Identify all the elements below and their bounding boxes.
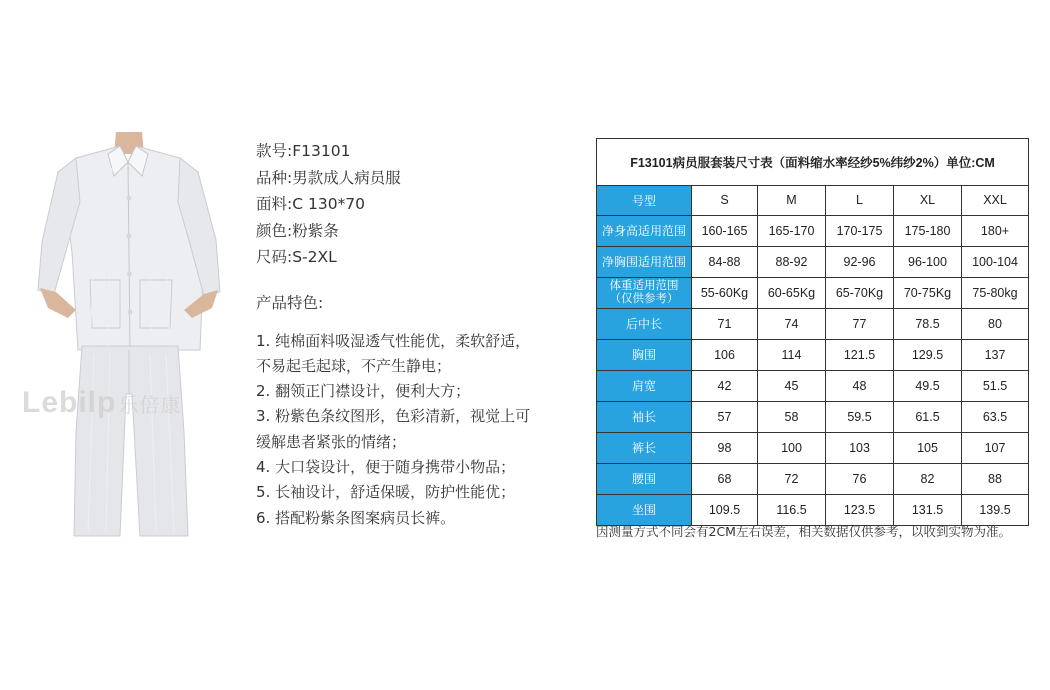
- row-label: 净身高适用范围: [597, 215, 692, 246]
- table-cell: 129.5: [894, 339, 962, 370]
- table-cell: 160-165: [692, 215, 758, 246]
- table-cell: 137: [962, 339, 1029, 370]
- table-cell: 60-65Kg: [758, 277, 826, 308]
- spec-variety: 品种:男款成人病员服: [256, 168, 401, 187]
- table-cell: 82: [894, 463, 962, 494]
- table-cell: 72: [758, 463, 826, 494]
- table-cell: 76: [826, 463, 894, 494]
- table-cell: 114: [758, 339, 826, 370]
- watermark-cn: 乐倍康: [118, 395, 182, 417]
- size-header: XXL: [962, 186, 1029, 216]
- table-cell: 59.5: [826, 401, 894, 432]
- table-cell: 139.5: [962, 494, 1029, 525]
- product-info: [256, 138, 566, 531]
- feature-line: 4. 大口袋设计，便于随身携带小物品；: [256, 457, 516, 476]
- watermark-latin: Lebilp: [22, 386, 117, 419]
- table-cell: 98: [692, 432, 758, 463]
- table-cell: 57: [692, 401, 758, 432]
- table-cell: 165-170: [758, 215, 826, 246]
- row-label: 后中长: [597, 308, 692, 339]
- row-label: 坐围: [597, 494, 692, 525]
- table-cell: 100-104: [962, 246, 1029, 277]
- features-title: 产品特色:: [256, 293, 324, 312]
- table-cell: 180+: [962, 215, 1029, 246]
- spec-fabric: 面料:C 130*70: [256, 195, 366, 213]
- table-cell: 175-180: [894, 215, 962, 246]
- brand-watermark: [22, 386, 242, 426]
- table-cell: 80: [962, 308, 1029, 339]
- spec-color: 颜色:粉紫条: [256, 221, 339, 240]
- product-photo: [28, 132, 228, 542]
- row-label: 腰围: [597, 463, 692, 494]
- table-cell: 103: [826, 432, 894, 463]
- feature-line: 不易起毛起球，不产生静电；: [256, 356, 452, 375]
- table-cell: 88-92: [758, 246, 826, 277]
- table-cell: 51.5: [962, 370, 1029, 401]
- table-cell: 105: [894, 432, 962, 463]
- table-cell: 70-75Kg: [894, 277, 962, 308]
- measurement-note: 因测量方式不同会有2CM左右误差，相关数据仅供参考，以收到实物为准。: [596, 524, 1011, 539]
- row-label-line: 体重适用范围: [609, 279, 679, 292]
- table-cell: 106: [692, 339, 758, 370]
- size-header: L: [826, 186, 894, 216]
- table-cell: 96-100: [894, 246, 962, 277]
- table-cell: 131.5: [894, 494, 962, 525]
- row-label: 肩宽: [597, 370, 692, 401]
- table-cell: 88: [962, 463, 1029, 494]
- table-cell: 48: [826, 370, 894, 401]
- table-cell: 84-88: [692, 246, 758, 277]
- table-cell: 116.5: [758, 494, 826, 525]
- table-cell: 65-70Kg: [826, 277, 894, 308]
- feature-line: 5. 长袖设计，舒适保暖，防护性能优；: [256, 483, 516, 502]
- feature-line: 2. 翻领正门襟设计，便利大方；: [256, 382, 471, 401]
- table-cell: 68: [692, 463, 758, 494]
- table-cell: 121.5: [826, 339, 894, 370]
- header-label: 号型: [597, 186, 692, 216]
- row-label-line: （仅供参考）: [609, 292, 679, 305]
- row-label: [597, 277, 692, 308]
- table-cell: 100: [758, 432, 826, 463]
- size-chart-table: [596, 138, 1029, 526]
- table-cell: 123.5: [826, 494, 894, 525]
- table-cell: 55-60Kg: [692, 277, 758, 308]
- feature-line: 1. 纯棉面料吸湿透气性能优，柔软舒适，: [256, 331, 531, 350]
- table-cell: 45: [758, 370, 826, 401]
- size-header: S: [692, 186, 758, 216]
- feature-line: 3. 粉紫色条纹图形，色彩清新，视觉上可: [256, 407, 531, 426]
- feature-line: 缓解患者紧张的情绪；: [256, 432, 407, 451]
- table-cell: 77: [826, 308, 894, 339]
- table-cell: 63.5: [962, 401, 1029, 432]
- table-cell: 42: [692, 370, 758, 401]
- table-cell: 109.5: [692, 494, 758, 525]
- table-cell: 61.5: [894, 401, 962, 432]
- spec-size: 尺码:S-2XL: [256, 248, 337, 266]
- table-cell: 58: [758, 401, 826, 432]
- row-label: 袖长: [597, 401, 692, 432]
- table-cell: 74: [758, 308, 826, 339]
- table-title: F13101病员服套装尺寸表（面料缩水率经纱5%纬纱2%）单位:CM: [597, 139, 1029, 186]
- table-cell: 75-80kg: [962, 277, 1029, 308]
- size-header: XL: [894, 186, 962, 216]
- feature-line: 6. 搭配粉紫条图案病员长裤。: [256, 508, 456, 527]
- table-cell: 71: [692, 308, 758, 339]
- table-cell: 107: [962, 432, 1029, 463]
- table-cell: 170-175: [826, 215, 894, 246]
- row-label: 净胸围适用范围: [597, 246, 692, 277]
- table-cell: 92-96: [826, 246, 894, 277]
- size-header: M: [758, 186, 826, 216]
- table-cell: 78.5: [894, 308, 962, 339]
- row-label: 胸围: [597, 339, 692, 370]
- row-label: 裤长: [597, 432, 692, 463]
- spec-style-no: 款号:F13101: [256, 142, 351, 160]
- table-cell: 49.5: [894, 370, 962, 401]
